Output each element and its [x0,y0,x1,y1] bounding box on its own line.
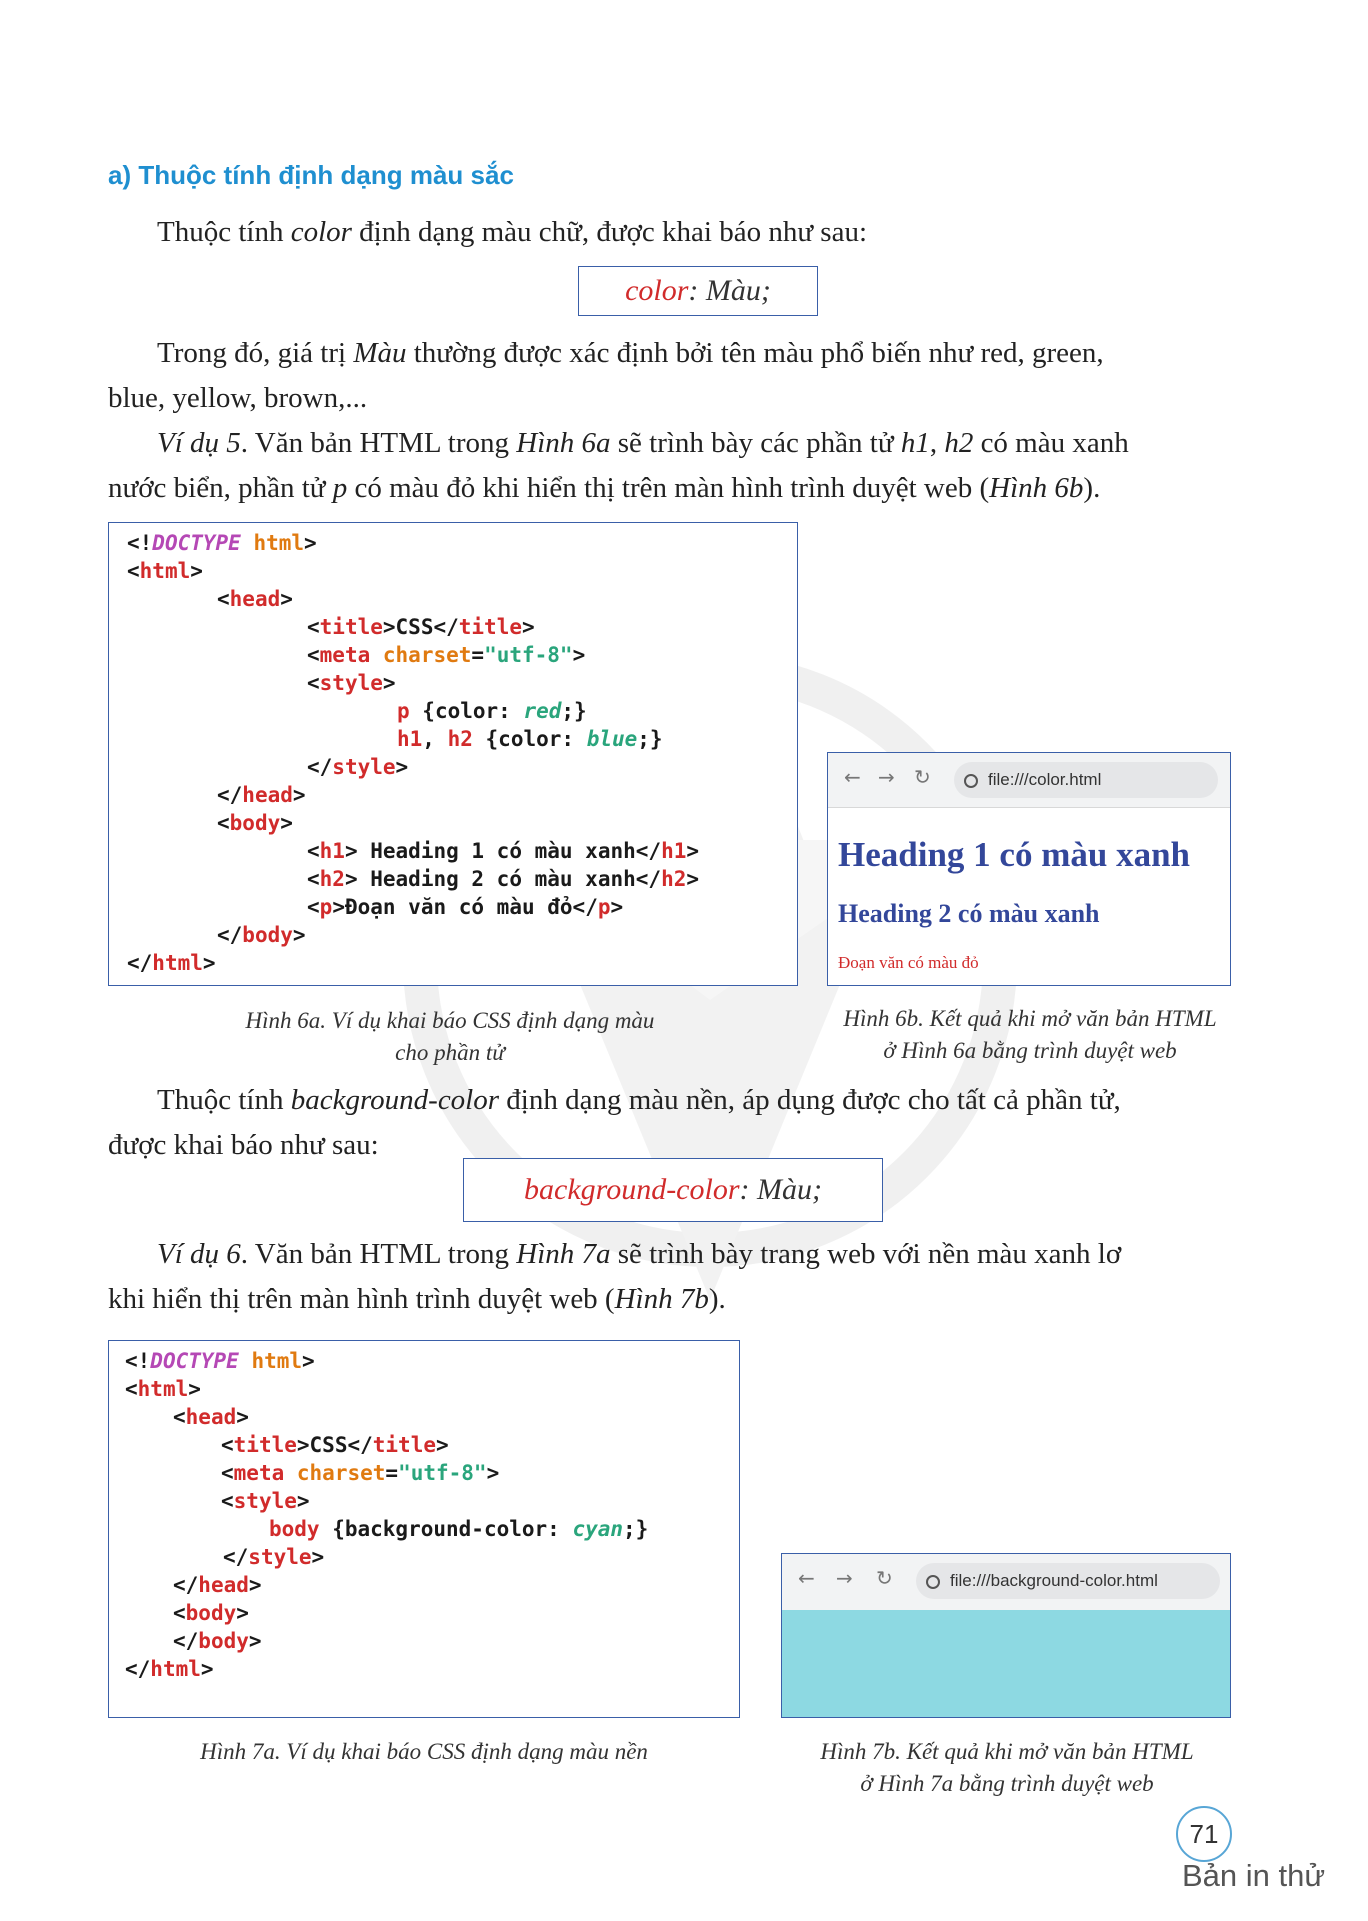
code-line: <h2> Heading 2 có màu xanh</h2> [307,867,700,891]
code-line: p {color: red;} [397,699,587,723]
code-line: </head> [173,1573,262,1597]
code-line: </body> [217,923,306,947]
caption-figure-6b: Hình 6b. Kết quả khi mở văn bản HTML ở Hình 6a bằng trình duyệt web [843,1006,1217,1063]
code-line: <head> [217,587,293,611]
code-line: <title>CSS</title> [221,1433,449,1457]
formula-color: color: Màu; [578,266,818,316]
page-number: 71 [1176,1806,1232,1862]
code-line: <html> [125,1377,201,1401]
caption-figure-6a: Hình 6a. Ví dụ khai báo CSS định dạng màu cho phần tử [245,1008,655,1065]
paragraph-example5-1: Ví dụ 5. Văn bản HTML trong Hình 6a sẽ trình bày các phần tử h1, h2 có màu xanh [157,427,1129,459]
preview-heading-2: Heading 2 có màu xanh [838,899,1100,928]
code-line: <body> [217,811,293,835]
address-url: file:///background-color.html [950,1571,1158,1590]
forward-icon[interactable]: → [878,765,895,789]
browser-toolbar [828,753,1230,808]
reload-icon[interactable]: ↻ [876,1566,893,1590]
code-line: </style> [223,1545,325,1569]
caption-figure-7a: Hình 7a. Ví dụ khai báo CSS định dạng màu nền [200,1739,648,1764]
code-line: <!DOCTYPE html> [127,531,317,555]
forward-icon[interactable]: → [836,1566,853,1590]
browser-toolbar [782,1554,1230,1611]
paragraph-example6-2: khi hiển thị trên màn hình trình duyệt web (Hình 7b). [108,1283,726,1315]
code-line: body {background-color: cyan;} [269,1517,649,1541]
preview-paragraph: Đoạn văn có màu đỏ [838,953,979,972]
code-line: <p>Đoạn văn có màu đỏ</p> [307,895,624,919]
code-line: <style> [221,1489,310,1513]
code-line: <body> [173,1601,249,1625]
code-line: <meta charset="utf-8"> [221,1461,500,1485]
preview-cyan-background [782,1610,1230,1717]
formula-background-color: background-color: Màu; [463,1158,883,1222]
back-icon[interactable]: ← [798,1566,815,1590]
paragraph-example5-2: nước biển, phần tử p có màu đỏ khi hiển thị trên màn hình trình duyệt web (Hình 6b). [108,472,1101,504]
preview-heading-1: Heading 1 có màu xanh [838,835,1190,874]
code-line: </head> [217,783,306,807]
browser-window-7b [781,1553,1231,1718]
code-line: </style> [307,755,409,779]
paragraph-color-values-2: blue, yellow, brown,... [108,382,368,414]
back-icon[interactable]: ← [844,765,861,789]
address-url: file:///color.html [988,770,1102,789]
code-block-7a [108,1340,740,1718]
code-line: <html> [127,559,203,583]
draft-label: Bản in thử [1182,1858,1326,1893]
code-line: <title>CSS</title> [307,615,535,639]
code-line: <meta charset="utf-8"> [307,643,586,667]
globe-icon [926,1575,940,1589]
address-bar[interactable] [954,762,1218,798]
browser-window-6b [827,752,1231,986]
code-block-6a [108,522,798,986]
code-line: <style> [307,671,396,695]
reload-icon[interactable]: ↻ [914,765,931,789]
code-line: <h1> Heading 1 có màu xanh</h1> [307,839,700,863]
code-line: </html> [127,951,216,975]
section-title: a) Thuộc tính định dạng màu sắc [108,160,514,190]
code-line: <head> [173,1405,249,1429]
paragraph-color-intro: Thuộc tính color định dạng màu chữ, được khai báo như sau: [157,216,868,248]
code-line: h1, h2 {color: blue;} [397,727,663,751]
globe-icon [964,774,978,788]
paragraph-color-values-1: Trong đó, giá trị Màu thường được xác định bởi tên màu phổ biến như red, green, [157,337,1104,369]
paragraph-example6-1: Ví dụ 6. Văn bản HTML trong Hình 7a sẽ trình bày trang web với nền màu xanh lơ [157,1238,1122,1270]
code-line: </body> [173,1629,262,1653]
code-line: <!DOCTYPE html> [125,1349,315,1373]
caption-figure-7b: Hình 7b. Kết quả khi mở văn bản HTML ở Hình 7a bằng trình duyệt web [820,1739,1194,1796]
code-line: </html> [125,1657,214,1681]
paragraph-background-intro-2: được khai báo như sau: [108,1129,379,1161]
paragraph-background-intro-1: Thuộc tính background-color định dạng màu nền, áp dụng được cho tất cả phần tử, [157,1084,1121,1116]
address-bar[interactable] [916,1563,1220,1599]
